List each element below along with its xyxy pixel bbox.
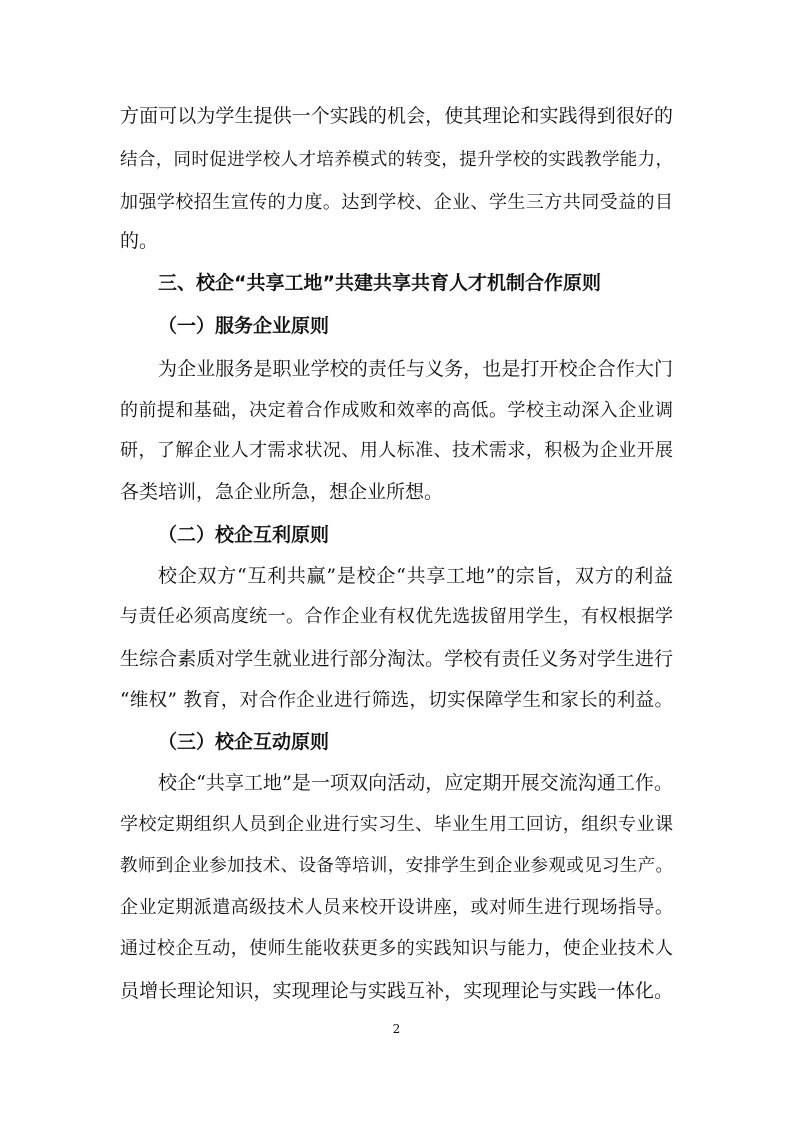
paragraph-line: 校企“共享工地”是一项双向活动，应定期开展交流沟通工作。 [158,772,673,794]
paragraph-line: “维权” 教育，对合作企业进行筛选，切实保障学生和家长的利益。 [120,690,673,711]
paragraph-line: 生综合素质对学生就业进行部分淘汰。学校有责任义务对学生进行 [120,648,673,670]
paragraph-line: 企业定期派遣高级技术人员来校开设讲座，或对师生进行现场指导。 [120,897,673,918]
paragraph-line: 方面可以为学生提供一个实践的机会，使其理论和实践得到很好的 [120,105,673,127]
subsection-heading: （三）校企互动原则 [158,731,330,753]
paragraph-line: 与责任必须高度统一。合作企业有权优先选拔留用学生，有权根据学 [120,606,673,627]
paragraph-line: 为企业服务是职业学校的责任与义务，也是打开校企合作大门 [158,358,673,380]
paragraph-line: 加强学校招生宣传的力度。达到学校、企业、学生三方共同受益的目 [120,192,673,213]
paragraph-line: 的。 [120,230,159,252]
paragraph-line: 教师到企业参加技术、设备等培训，安排学生到企业参观或见习生产。 [120,856,673,876]
subsection-heading: （一）服务企业原则 [158,315,330,337]
paragraph-line: 各类培训，急企业所急，想企业所想。 [120,481,444,503]
paragraph-line: 通过校企互动，使师生能收获更多的实践知识与能力，使企业技术人 [120,938,673,959]
section-heading: 三、校企“共享工地”共建共享共育人才机制合作原则 [158,272,601,294]
paragraph-line: 结合，同时促进学校人才培养模式的转变，提升学校的实践教学能力， [120,150,673,170]
paragraph-line: 学校定期组织人员到企业进行实习生、毕业生用工回访，组织专业课 [120,814,673,835]
page-number: 2 [392,1022,401,1036]
paragraph-line: 校企双方“互利共赢”是校企“共享工地”的宗旨，双方的利益 [158,565,673,587]
paragraph-line: 的前提和基础，决定着合作成败和效率的高低。学校主动深入企业调 [120,400,673,421]
paragraph-line: 员增长理论知识，实现理论与实践互补，实现理论与实践一体化。 [120,980,673,1002]
subsection-heading: （二）校企互利原则 [158,524,330,546]
paragraph-line: 研，了解企业人才需求状况、用人标准、技术需求，积极为企业开展 [120,440,673,461]
